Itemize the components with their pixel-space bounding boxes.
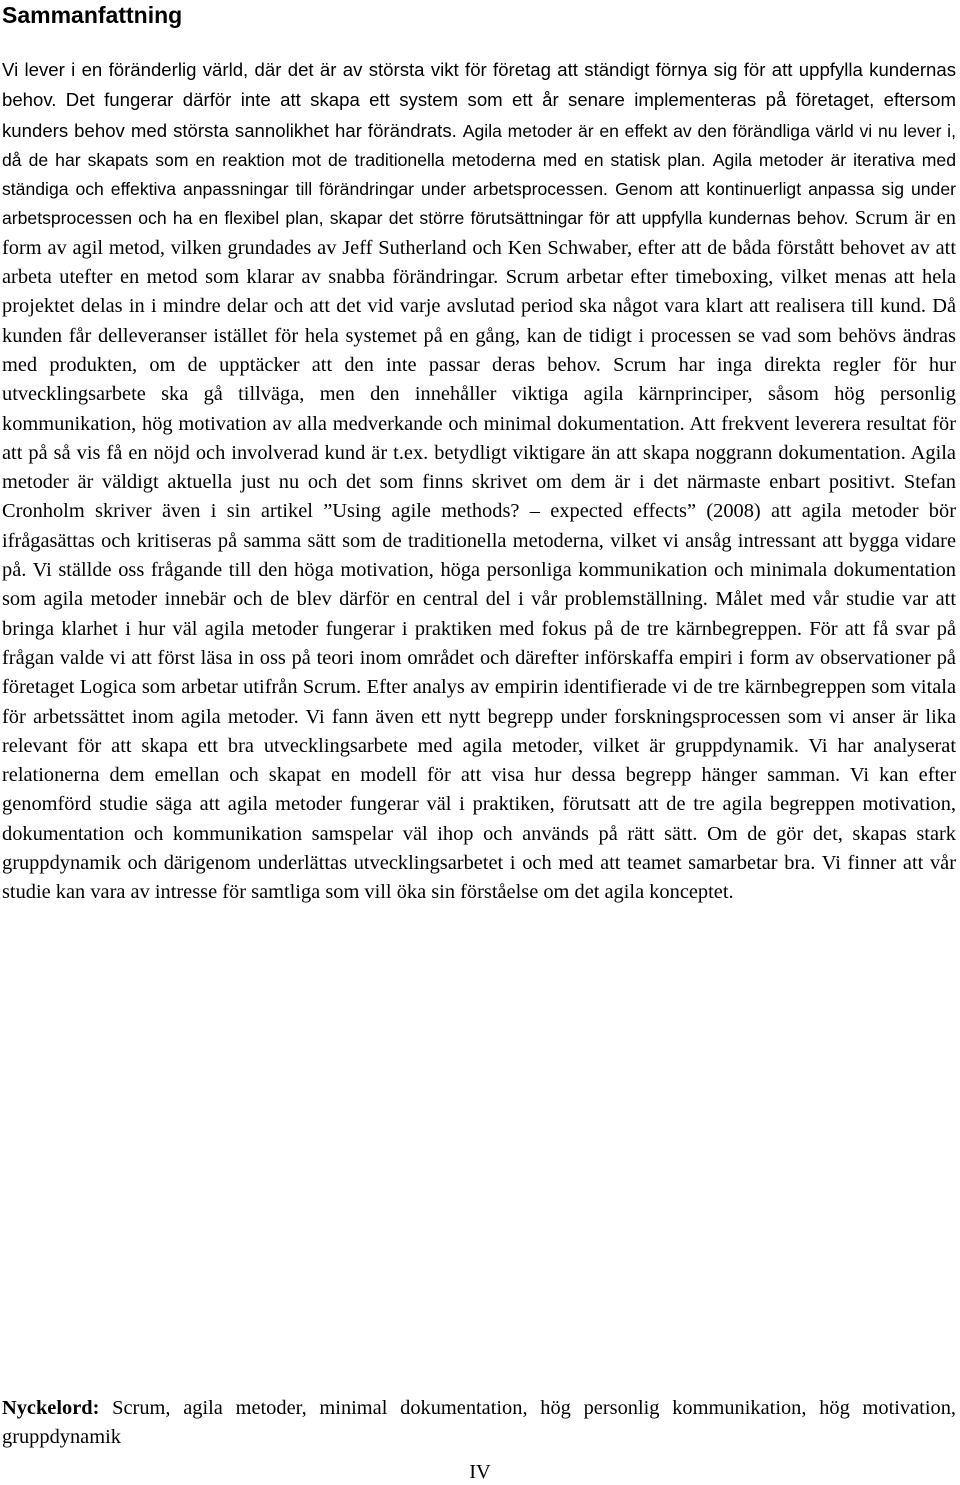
abstract-body-text: Scrum är en form av agil metod, vilken grundades av Jeff Sutherland och Ken Schwaber, efter att de båda förstått behovet av att arbeta utefter en metod som klarar av snabba förändringar. Scrum arbetar efter timeboxing, vilket menas att hela projektet delas in i mindre delar och att det vid varje avslutad period ska något vara klart att realisera till kund. Då kunden får delleveranser istället för hela systemet på en gång, kan de tidigt i processen se vad som behövs ändras med produkten, om de upptäcker att den inte passar deras behov. Scrum har inga direkta regler för hur utvecklingsarbete ska gå tillväga, men den innehåller viktiga agila kärnprinciper, såsom hög personlig kommunikation, hög motivation av alla medverkande och minimal dokumentation. Att frekvent leverera resultat för att på så vis få en nöjd och involverad kund är t.ex. betydligt viktigare än att skapa noggrann dokumentation. Agila metoder är väldigt aktuella just nu och det som finns skrivet om dem är i det närmaste enbart positivt. Stefan Cronholm skriver även i sin artikel ”Using agile methods? – expected effects” (2008) att agila metoder bör ifrågasättas och kritiseras på samma sätt som de traditionella metoderna, vilket vi ansåg intressant att bygga vidare på. Vi ställde oss frågande till den höga motivation, höga personliga kommunikation och minimala dokumentation som agila metoder innebär och de blev därför en central del i vår problemställning. Målet med vår studie var att bringa klarhet i hur väl agila metoder fungerar i praktiken med fokus på de tre kärnbegreppen. För att få svar på frågan valde vi att först läsa in oss på teori inom området och därefter införskaffa empiri i form av observationer på företaget Logica som arbetar utifrån Scrum. Efter analys av empirin identifierade vi de tre kärnbegreppen som vitala för arbetssättet inom agila metoder. Vi fann även ett nytt begrepp under forskningsprocessen som vi anser är lika relevant för att skapa ett bra utvecklingsarbete med agila metoder, vilket är gruppdynamik. Vi har analyserat relationerna dem emellan och skapat en modell för att visa hur dessa begrepp hänger samman. Vi kan efter genomförd studie säga att agila metoder fungerar väl i praktiken, förutsatt att de tre agila begreppen motivation, dokumentation och kommunikation samspelar väl ihop och används på rätt sätt. Om de gör det, skapas stark gruppdynamik och därigenom underlättas utvecklingsarbetet i och med att teamet samarbetar bra. Vi finner att vår studie kan vara av intresse för samtliga som vill öka sin förståelse om det agila konceptet. bbox=[2, 207, 956, 904]
abstract-paragraph bbox=[2, 55, 956, 908]
abstract-sentence-3: Agila metoder är en effekt av den förändliga värld vi nu lever i, då de har skapats som en reaktion mot de traditionella metoderna med en statisk plan. bbox=[2, 120, 956, 170]
abstract-sentence-1: Vi lever i en föränderlig värld, där det är av största vikt för företag att ständigt förnya sig för att uppfylla kundernas behov. bbox=[2, 59, 956, 111]
page-number: IV bbox=[469, 1461, 491, 1483]
abstract-sentence-2: Det fungerar därför inte att skapa ett system som ett år senare implementeras på företaget, eftersom kunders behov med största sannolikhet har förändrats. bbox=[2, 89, 956, 141]
keywords-line bbox=[2, 1394, 956, 1453]
section-heading: Sammanfattning bbox=[2, 2, 183, 28]
abstract-sentence-4: Agila metoder är iterativa med ständiga och effektiva anpassningar till förändringar under arbetsprocessen. bbox=[2, 149, 956, 200]
keywords-text: Scrum, agila metoder, minimal dokumentation, hög personlig kommunikation, hög motivation, gruppdynamik bbox=[2, 1397, 956, 1449]
keywords-label: Nyckelord: bbox=[2, 1397, 100, 1419]
abstract-sentence-5: Genom att kontinuerligt anpassa sig under arbetsprocessen och ha en flexibel plan, skapar det större förutsättningar för att uppfylla kundernas behov. bbox=[2, 179, 956, 229]
